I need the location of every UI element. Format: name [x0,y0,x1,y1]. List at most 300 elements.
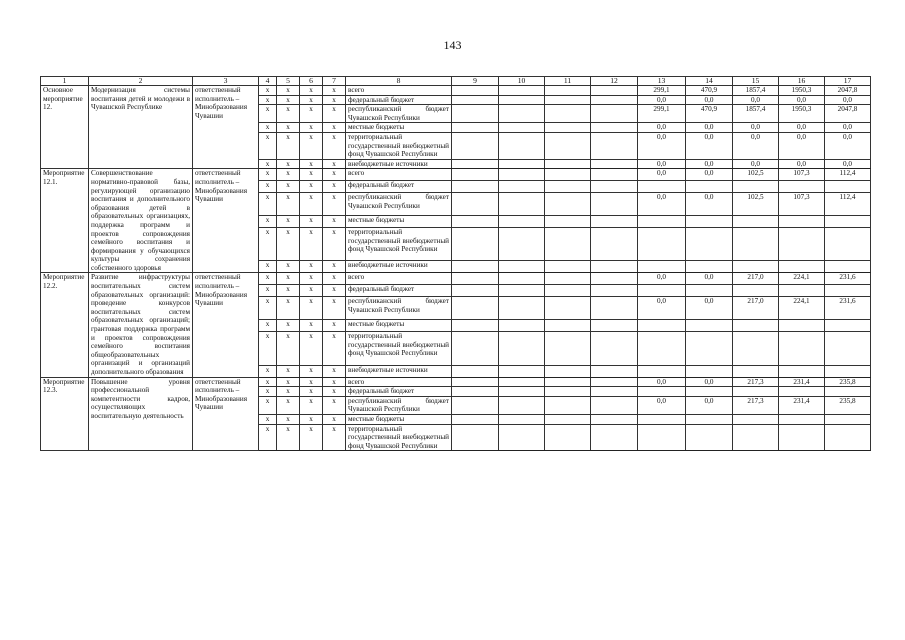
budget-code-cell: x [323,414,346,424]
budget-code-cell: x [259,297,277,320]
amount-cell: 0,0 [825,123,871,133]
amount-cell [779,216,825,228]
column-header: 7 [323,77,346,86]
budget-code-cell: x [300,261,323,273]
funding-source-cell: местные бюджеты [346,123,452,133]
budget-code-cell: x [300,193,323,216]
budget-code-cell: x [277,424,300,451]
budget-code-cell: x [323,387,346,397]
amount-cell [452,132,499,159]
budget-code-cell: x [259,396,277,414]
amount-cell [545,396,591,414]
column-header: 6 [300,77,323,86]
amount-cell [499,228,545,261]
column-header: 9 [452,77,499,86]
budget-code-cell: x [259,86,277,96]
budget-code-cell: x [300,377,323,387]
budget-code-cell: x [277,273,300,285]
amount-cell [499,320,545,332]
amount-cell [779,365,825,377]
amount-cell [545,86,591,96]
budget-code-cell: x [300,181,323,193]
amount-cell [733,414,779,424]
amount-cell [733,261,779,273]
funding-source-cell: местные бюджеты [346,414,452,424]
amount-cell [779,424,825,451]
amount-cell: 0,0 [779,123,825,133]
amount-cell [545,216,591,228]
amount-cell [591,86,638,96]
column-header: 13 [638,77,686,86]
amount-cell [499,123,545,133]
funding-source-cell: всего [346,273,452,285]
amount-cell [733,228,779,261]
budget-code-cell: x [300,105,323,123]
budget-code-cell: x [300,320,323,332]
amount-cell: 0,0 [638,169,686,181]
amount-cell [499,273,545,285]
budget-code-cell: x [259,261,277,273]
amount-cell [452,424,499,451]
budget-code-cell: x [323,181,346,193]
amount-cell [733,320,779,332]
amount-cell [638,320,686,332]
amount-cell [733,216,779,228]
budget-code-cell: x [277,320,300,332]
budget-code-cell: x [259,273,277,285]
budget-code-cell: x [277,228,300,261]
amount-cell: 1950,3 [779,86,825,96]
amount-cell [499,377,545,387]
amount-cell [591,181,638,193]
budget-code-cell: x [259,414,277,424]
funding-source-cell: внебюджетные источники [346,365,452,377]
amount-cell [545,193,591,216]
amount-cell: 231,6 [825,297,871,320]
amount-cell: 107,3 [779,193,825,216]
amount-cell [452,261,499,273]
amount-cell [825,228,871,261]
funding-source-cell: республиканский бюджет Чувашской Республики [346,193,452,216]
amount-cell: 231,4 [779,377,825,387]
amount-cell [825,424,871,451]
budget-code-cell: x [323,424,346,451]
funding-source-cell: федеральный бюджет [346,181,452,193]
budget-code-cell: x [300,424,323,451]
budget-code-cell: x [259,387,277,397]
funding-source-cell: федеральный бюджет [346,387,452,397]
budget-code-cell: x [300,169,323,181]
amount-cell [545,105,591,123]
funding-source-cell: территориальный государственный внебюджетный фонд Чувашской Республики [346,228,452,261]
amount-cell [452,414,499,424]
amount-cell [779,332,825,365]
funding-source-cell: республиканский бюджет Чувашской Республики [346,105,452,123]
amount-cell [545,261,591,273]
budget-code-cell: x [277,216,300,228]
budget-code-cell: x [277,387,300,397]
budget-code-cell: x [259,105,277,123]
amount-cell: 299,1 [638,105,686,123]
budget-code-cell: x [277,159,300,169]
amount-cell: 224,1 [779,273,825,285]
column-header: 16 [779,77,825,86]
amount-cell [452,216,499,228]
amount-cell [452,387,499,397]
amount-cell [591,273,638,285]
amount-cell [638,332,686,365]
amount-cell [499,261,545,273]
column-header: 14 [686,77,733,86]
amount-cell: 0,0 [733,123,779,133]
column-header: 4 [259,77,277,86]
column-number-row [41,77,871,86]
amount-cell: 0,0 [779,132,825,159]
table-row [41,377,871,387]
amount-cell [825,387,871,397]
budget-code-cell: x [259,365,277,377]
amount-cell [452,95,499,105]
amount-cell [499,387,545,397]
amount-cell: 102,5 [733,193,779,216]
amount-cell: 0,0 [638,95,686,105]
amount-cell [779,228,825,261]
table-row [41,169,871,181]
amount-cell [452,181,499,193]
amount-cell [591,297,638,320]
column-header: 2 [89,77,193,86]
measure-number-cell: Мероприятие 12.3. [41,377,89,451]
funding-source-cell: республиканский бюджет Чувашской Республики [346,297,452,320]
measure-description-cell: Модернизация системы воспитания детей и молодежи в Чувашской Республике [89,86,193,169]
table-body [41,86,871,451]
amount-cell: 0,0 [686,297,733,320]
amount-cell: 1857,4 [733,105,779,123]
amount-cell [452,273,499,285]
amount-cell [638,228,686,261]
budget-code-cell: x [323,365,346,377]
budget-code-cell: x [277,396,300,414]
budget-code-cell: x [259,169,277,181]
amount-cell: 217,0 [733,273,779,285]
amount-cell [499,132,545,159]
column-header: 1 [41,77,89,86]
amount-cell [499,95,545,105]
budget-code-cell: x [259,193,277,216]
budget-code-cell: x [323,123,346,133]
amount-cell: 470,9 [686,105,733,123]
amount-cell [545,285,591,297]
amount-cell [686,285,733,297]
budget-code-cell: x [323,297,346,320]
amount-cell: 0,0 [638,159,686,169]
amount-cell [591,387,638,397]
amount-cell [591,261,638,273]
amount-cell: 235,8 [825,377,871,387]
amount-cell [591,332,638,365]
amount-cell: 0,0 [686,377,733,387]
budget-code-cell: x [259,285,277,297]
budget-code-cell: x [259,320,277,332]
executor-cell: ответственный исполнитель – Минобразования Чувашии [193,86,259,169]
amount-cell [638,365,686,377]
amount-cell [591,396,638,414]
budget-code-cell: x [277,285,300,297]
amount-cell [825,320,871,332]
amount-cell [733,365,779,377]
amount-cell [686,261,733,273]
budget-code-cell: x [259,95,277,105]
amount-cell [686,320,733,332]
amount-cell [499,365,545,377]
amount-cell: 107,3 [779,169,825,181]
amount-cell [545,365,591,377]
amount-cell [499,169,545,181]
measure-number-cell: Мероприятие 12.2. [41,273,89,377]
amount-cell [545,181,591,193]
budget-code-cell: x [300,396,323,414]
executor-cell: ответственный исполнитель – Минобразования Чувашии [193,273,259,377]
amount-cell [638,285,686,297]
amount-cell [686,424,733,451]
amount-cell [638,181,686,193]
amount-cell: 0,0 [779,159,825,169]
amount-cell: 0,0 [733,132,779,159]
amount-cell [591,132,638,159]
amount-cell [779,414,825,424]
amount-cell [452,332,499,365]
amount-cell [638,424,686,451]
budget-code-cell: x [300,273,323,285]
amount-cell [499,424,545,451]
budget-code-cell: x [259,123,277,133]
budget-code-cell: x [323,396,346,414]
amount-cell [638,414,686,424]
amount-cell [499,297,545,320]
table-row [41,86,871,96]
budget-code-cell: x [259,132,277,159]
budget-code-cell: x [277,261,300,273]
amount-cell [733,424,779,451]
budget-code-cell: x [300,159,323,169]
budget-code-cell: x [323,105,346,123]
amount-cell: 0,0 [638,132,686,159]
budget-code-cell: x [300,285,323,297]
amount-cell: 224,1 [779,297,825,320]
funding-source-cell: всего [346,377,452,387]
amount-cell: 0,0 [686,95,733,105]
amount-cell [545,387,591,397]
amount-cell [591,285,638,297]
amount-cell [499,181,545,193]
amount-cell [733,332,779,365]
budget-code-cell: x [323,193,346,216]
amount-cell [499,396,545,414]
amount-cell [638,261,686,273]
amount-cell [825,285,871,297]
amount-cell [591,123,638,133]
amount-cell: 217,3 [733,396,779,414]
amount-cell [452,169,499,181]
amount-cell [825,261,871,273]
amount-cell: 0,0 [638,123,686,133]
amount-cell [545,273,591,285]
funding-source-cell: территориальный государственный внебюджетный фонд Чувашской Республики [346,132,452,159]
budget-code-cell: x [300,365,323,377]
column-header: 5 [277,77,300,86]
executor-cell: ответственный исполнитель – Минобразования Чувашии [193,377,259,451]
amount-cell [452,159,499,169]
amount-cell: 235,8 [825,396,871,414]
funding-source-cell: территориальный государственный внебюджетный фонд Чувашской Республики [346,424,452,451]
funding-source-cell: всего [346,86,452,96]
measure-description-cell: Совершенствование нормативно-правовой базы, регулирующей организацию воспитания и дополнительного образования детей в образовательных организациях, поддержка программ и проектов сопровождения семейного воспитания и формирования у обучающихся культуры сохранения собственного здоровья [89,169,193,273]
amount-cell [779,285,825,297]
budget-code-cell: x [323,95,346,105]
amount-cell [686,332,733,365]
budget-code-cell: x [323,285,346,297]
amount-cell [686,216,733,228]
amount-cell [591,159,638,169]
budget-code-cell: x [323,377,346,387]
budget-code-cell: x [323,216,346,228]
budget-code-cell: x [323,273,346,285]
amount-cell [686,181,733,193]
amount-cell: 0,0 [686,159,733,169]
amount-cell [686,365,733,377]
budget-code-cell: x [277,123,300,133]
amount-cell [499,216,545,228]
amount-cell [452,396,499,414]
column-header: 3 [193,77,259,86]
amount-cell [452,193,499,216]
amount-cell [591,95,638,105]
amount-cell: 0,0 [686,169,733,181]
amount-cell [545,424,591,451]
amount-cell [591,169,638,181]
amount-cell [452,297,499,320]
budget-code-cell: x [277,377,300,387]
amount-cell: 112,4 [825,193,871,216]
amount-cell: 1950,3 [779,105,825,123]
measure-number-cell: Основное мероприятие 12. [41,86,89,169]
budget-code-cell: x [300,387,323,397]
amount-cell [452,123,499,133]
budget-code-cell: x [277,95,300,105]
budget-code-cell: x [323,261,346,273]
amount-cell [825,216,871,228]
amount-cell [733,285,779,297]
budget-code-cell: x [277,181,300,193]
funding-source-cell: местные бюджеты [346,216,452,228]
budget-code-cell: x [300,95,323,105]
amount-cell: 0,0 [638,193,686,216]
column-header: 10 [499,77,545,86]
amount-cell: 102,5 [733,169,779,181]
budget-code-cell: x [277,132,300,159]
budget-code-cell: x [323,132,346,159]
budget-code-cell: x [259,332,277,365]
amount-cell [591,105,638,123]
amount-cell [779,261,825,273]
column-header: 8 [346,77,452,86]
amount-cell [545,123,591,133]
amount-cell [825,414,871,424]
budget-code-cell: x [300,132,323,159]
amount-cell: 0,0 [686,123,733,133]
amount-cell: 0,0 [825,95,871,105]
amount-cell [591,377,638,387]
budget-code-cell: x [300,123,323,133]
amount-cell [779,181,825,193]
funding-source-cell: федеральный бюджет [346,95,452,105]
measure-description-cell: Повышение уровня профессиональной компетентности кадров, осуществляющих воспитательную деятельность [89,377,193,451]
budget-code-cell: x [323,332,346,365]
amount-cell: 0,0 [638,377,686,387]
funding-source-cell: всего [346,169,452,181]
column-header: 15 [733,77,779,86]
amount-cell [545,320,591,332]
amount-cell: 231,6 [825,273,871,285]
amount-cell: 0,0 [825,132,871,159]
amount-cell: 0,0 [686,273,733,285]
amount-cell [545,169,591,181]
budget-code-cell: x [277,105,300,123]
amount-cell [638,216,686,228]
amount-cell: 217,3 [733,377,779,387]
amount-cell [545,414,591,424]
amount-cell: 0,0 [686,396,733,414]
budget-code-cell: x [277,332,300,365]
amount-cell [545,132,591,159]
budget-code-cell: x [277,297,300,320]
amount-cell [686,387,733,397]
amount-cell [545,95,591,105]
amount-cell [591,414,638,424]
budget-code-cell: x [323,320,346,332]
budget-code-cell: x [300,332,323,365]
column-header: 11 [545,77,591,86]
amount-cell: 299,1 [638,86,686,96]
executor-cell: ответственный исполнитель – Минобразования Чувашии [193,169,259,273]
amount-cell [686,414,733,424]
amount-cell: 0,0 [638,396,686,414]
amount-cell [733,387,779,397]
budget-table [40,76,871,451]
measure-number-cell: Мероприятие 12.1. [41,169,89,273]
amount-cell [591,424,638,451]
amount-cell [591,216,638,228]
column-header: 12 [591,77,638,86]
amount-cell: 0,0 [638,273,686,285]
column-header: 17 [825,77,871,86]
amount-cell [499,86,545,96]
amount-cell [779,320,825,332]
amount-cell: 112,4 [825,169,871,181]
amount-cell [545,297,591,320]
budget-code-cell: x [259,159,277,169]
budget-code-cell: x [259,181,277,193]
amount-cell [499,332,545,365]
table-row [41,273,871,285]
amount-cell [545,377,591,387]
amount-cell: 0,0 [733,159,779,169]
amount-cell [499,414,545,424]
budget-code-cell: x [259,216,277,228]
budget-code-cell: x [300,228,323,261]
amount-cell [825,181,871,193]
budget-code-cell: x [259,377,277,387]
